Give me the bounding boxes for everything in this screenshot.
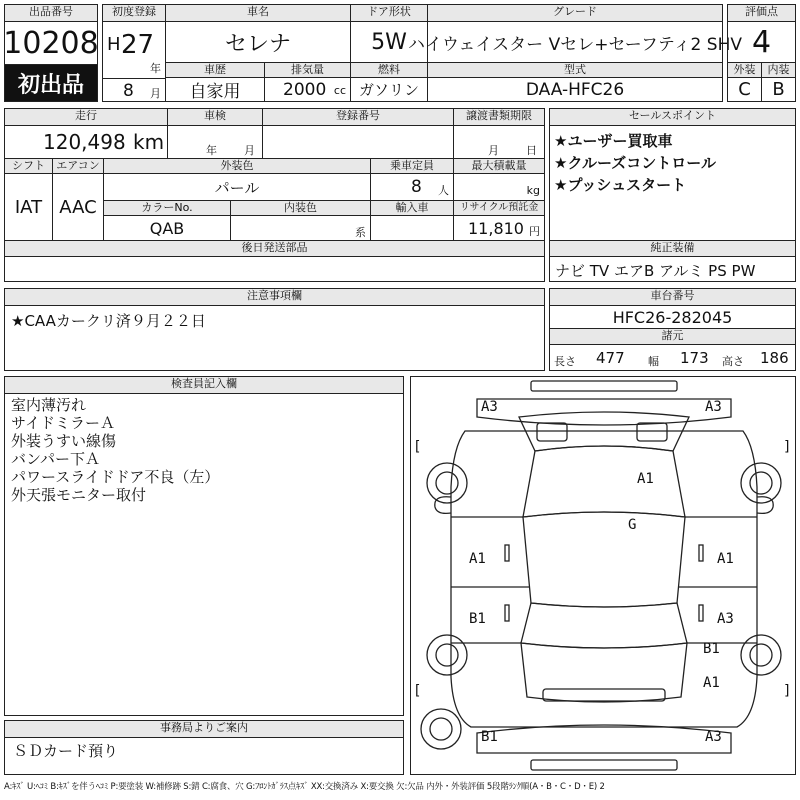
- history: 自家用: [165, 77, 265, 102]
- max-load-cell: [453, 173, 545, 201]
- inspector-notes-box: [4, 393, 404, 716]
- max-load-unit: kg: [526, 184, 540, 197]
- sales-point: ★ユーザー買取車: [554, 132, 673, 150]
- dims-cell: [549, 344, 796, 371]
- inspector-note: サイドミラーＡ: [11, 414, 115, 432]
- color-no-label: カラーNo.: [103, 200, 231, 216]
- ac-label: エアコン: [52, 158, 104, 174]
- inspection-cell: [167, 125, 263, 159]
- capacity-label: 乗車定員: [370, 158, 454, 174]
- fuel: ガソリン: [350, 77, 428, 102]
- chassis-label: 車台番号: [549, 288, 796, 306]
- fuel-label: 燃料: [350, 62, 428, 78]
- inspector-note: 室内薄汚れ: [11, 396, 87, 414]
- car-diagram: [411, 377, 795, 774]
- score: 4: [727, 21, 796, 63]
- first-reg-month: 8: [123, 81, 134, 101]
- transfer-month-unit: 月: [488, 144, 499, 157]
- mileage: 120,498: [43, 130, 126, 154]
- grade-label: グレード: [427, 4, 723, 22]
- displacement-unit: cc: [333, 84, 346, 97]
- damage-right-rear-corner: A1: [703, 675, 720, 691]
- inspector-note: パワースライドドア不良（左）: [11, 468, 220, 486]
- car-diagram-box: [410, 376, 796, 775]
- sales-point: ★クルーズコントロール: [554, 154, 716, 172]
- width: 173: [680, 349, 709, 367]
- first-reg-month-cell: [102, 78, 166, 102]
- first-listing-badge: 初出品: [4, 64, 98, 102]
- inspector-label: 検査員記入欄: [4, 376, 404, 394]
- shift-label: シフト: [4, 158, 53, 174]
- mileage-cell: [4, 125, 168, 159]
- bracket-close: ]: [783, 439, 792, 455]
- damage-left-rear-door: B1: [469, 611, 486, 627]
- car-name: セレナ: [165, 21, 351, 63]
- height-label: 高さ: [722, 355, 744, 368]
- recycle-label: リサイクル預託金: [453, 200, 545, 216]
- office-label: 事務局よりご案内: [4, 720, 404, 738]
- dims-label: 諸元: [549, 328, 796, 345]
- displacement: 2000: [283, 80, 327, 100]
- color-no: QAB: [103, 215, 231, 241]
- damage-left-front-door: A1: [469, 551, 486, 567]
- office-note: ＳＤカード預り: [4, 737, 404, 775]
- grade: ハイウェイスター Vセレ+セーフティ2 SHV: [427, 21, 723, 63]
- interior-grade-label: 内装: [761, 62, 796, 78]
- month-unit: 月: [150, 87, 161, 100]
- bracket-close: ]: [783, 683, 792, 699]
- score-label: 評価点: [727, 4, 796, 22]
- capacity: 8: [411, 177, 422, 197]
- later-parts-label: 後日発送部品: [4, 240, 545, 257]
- displacement-cell: [264, 77, 351, 102]
- ext-color: パール: [103, 173, 371, 201]
- int-color-unit: 系: [355, 226, 366, 239]
- first-reg-year-cell: [102, 21, 166, 79]
- height: 186: [760, 349, 789, 367]
- int-color-cell: [230, 215, 371, 241]
- inspector-note: バンパー下Ａ: [11, 450, 100, 468]
- reg-no-cell: [262, 125, 454, 159]
- recycle-unit: 円: [529, 225, 540, 238]
- mileage-label: 走行: [4, 108, 168, 126]
- lot-no: 10208: [4, 21, 98, 65]
- capacity-unit: 人: [438, 184, 449, 197]
- transfer-label: 譲渡書類期限: [453, 108, 545, 126]
- damage-front-right: A3: [705, 399, 722, 415]
- bracket-open: [: [413, 439, 422, 455]
- first-reg-year: 27: [121, 30, 155, 60]
- length-label: 長さ: [554, 355, 576, 368]
- mileage-unit: km: [133, 130, 165, 154]
- sales-points-box: [549, 125, 796, 241]
- notes-label: 注意事項欄: [4, 288, 545, 306]
- import-cell: [370, 215, 454, 241]
- notes: ★CAAカークリ済９月２２日: [4, 305, 545, 371]
- exterior-grade: C: [727, 77, 762, 102]
- recycle: 11,810: [468, 219, 524, 238]
- model-label: 型式: [427, 62, 723, 78]
- import-label: 輸入車: [370, 200, 454, 216]
- insp-year-unit: 年: [206, 144, 217, 157]
- equipment: ナビ TV エアB アルミ PS PW: [549, 256, 796, 282]
- era: H: [107, 34, 121, 55]
- inspector-note: 外天張モニター取付: [11, 486, 147, 504]
- equipment-label: 純正装備: [549, 240, 796, 257]
- reg-no-label: 登録番号: [262, 108, 454, 126]
- year-unit: 年: [150, 62, 161, 75]
- damage-rear-left: B1: [481, 729, 498, 745]
- damage-hood: A1: [637, 471, 654, 487]
- shift: IAT: [4, 173, 53, 241]
- insp-month-unit: 月: [244, 144, 255, 157]
- ac: AAC: [52, 173, 104, 241]
- ext-color-label: 外装色: [103, 158, 371, 174]
- displacement-label: 排気量: [264, 62, 351, 78]
- lot-no-label: 出品番号: [4, 4, 98, 22]
- transfer-day-unit: 日: [526, 144, 537, 157]
- sales-points-label: セールスポイント: [549, 108, 796, 126]
- inspector-note: 外装うすい線傷: [11, 432, 117, 450]
- damage-right-rear-door: A3: [717, 611, 734, 627]
- sales-point: ★プッシュスタート: [554, 176, 687, 194]
- recycle-cell: [453, 215, 545, 241]
- damage-roof: G: [628, 517, 637, 533]
- width-label: 幅: [648, 355, 659, 368]
- inspection-label: 車検: [167, 108, 263, 126]
- exterior-grade-label: 外装: [727, 62, 762, 78]
- int-color-label: 内装色: [230, 200, 371, 216]
- damage-legend: A:ｷｽﾞ U:ﾍｺﾐ B:ｷｽﾞを伴うﾍｺﾐ P:要塗装 W:補修跡 S:錆 C:腐食、穴 G:ﾌﾛﾝﾄｶﾞﾗｽ点ｷｽﾞ XX:交換済み X:要交換 欠:欠品 内外・外装評価 5段階ﾗﾝｸ順(A・B・C・D・E) 2: [4, 782, 605, 792]
- damage-right-rear-quarter: B1: [703, 641, 720, 657]
- damage-front-left: A3: [481, 399, 498, 415]
- door: 5W: [350, 21, 428, 63]
- car-name-label: 車名: [165, 4, 351, 22]
- transfer-cell: [453, 125, 545, 159]
- damage-right-front-door: A1: [717, 551, 734, 567]
- later-parts-box: [4, 256, 545, 282]
- interior-grade: B: [761, 77, 796, 102]
- chassis: HFC26-282045: [549, 305, 796, 329]
- history-label: 車歴: [165, 62, 265, 78]
- damage-rear-right: A3: [705, 729, 722, 745]
- capacity-cell: [370, 173, 454, 201]
- length: 477: [596, 349, 625, 367]
- bracket-open: [: [413, 683, 422, 699]
- door-label: ドア形状: [350, 4, 428, 22]
- max-load-label: 最大積載量: [453, 158, 545, 174]
- model: DAA-HFC26: [427, 77, 723, 102]
- first-reg-label: 初度登録: [102, 4, 166, 22]
